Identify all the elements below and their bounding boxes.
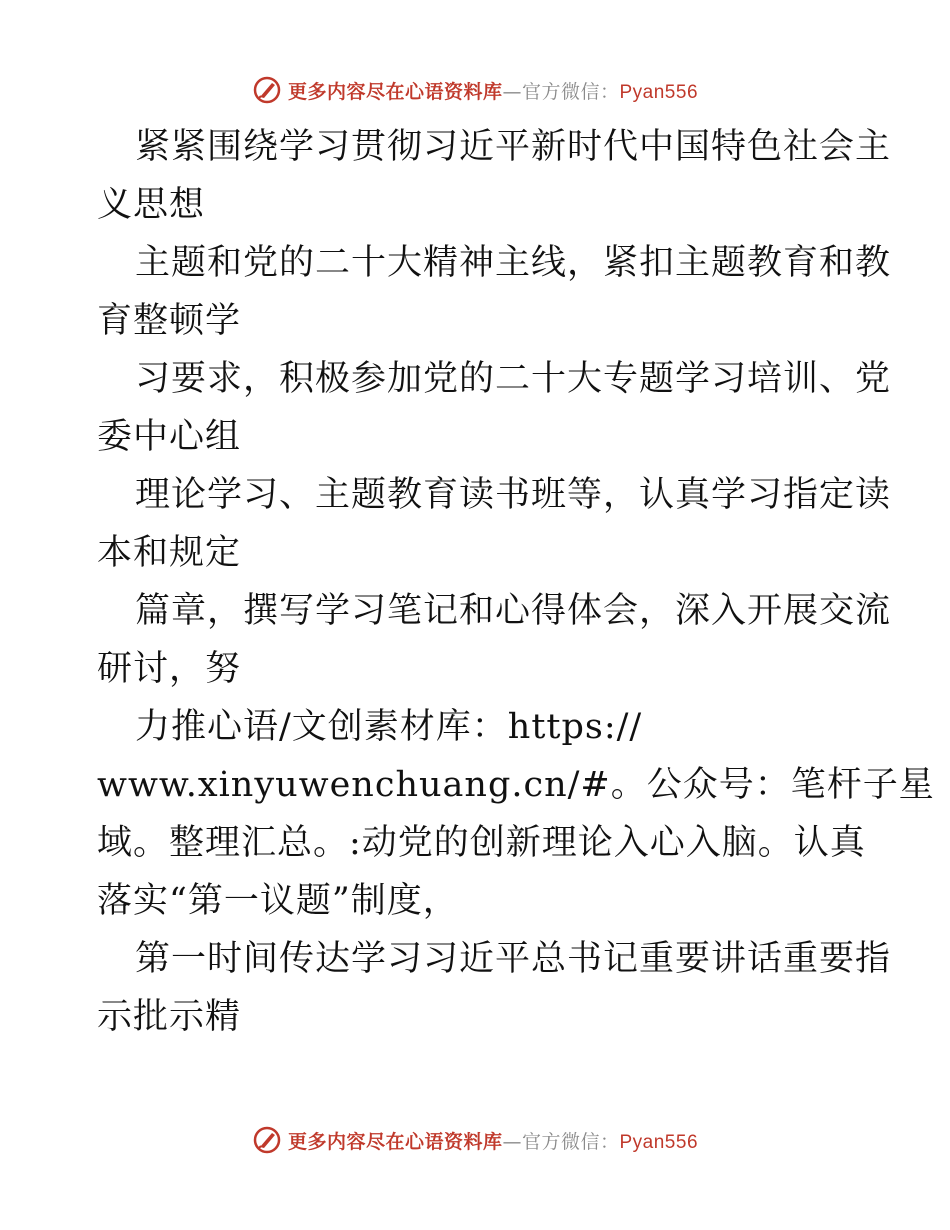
document-body	[97, 118, 935, 1046]
body-line: 篇章，撰写学习笔记和心得体会，深入开展交流	[135, 591, 892, 631]
header-banner-text	[288, 77, 698, 104]
body-line: 紧紧围绕学习贯彻习近平新时代中国特色社会主	[135, 127, 892, 167]
header-banner-dash: —	[502, 80, 522, 103]
body-line: 理论学习、主题教育读书班等，认真学习指定读	[135, 475, 892, 515]
body-line: 委中心组	[97, 417, 242, 457]
footer-banner-wechat-label: 官方微信：	[521, 1130, 620, 1153]
body-line: 义思想	[97, 185, 206, 225]
header-banner	[0, 70, 950, 110]
body-line: 示批示精	[97, 997, 242, 1037]
footer-banner-wechat-id: Pyan556	[619, 1131, 699, 1153]
body-line: 力推心语/文创素材库：https://	[135, 707, 643, 747]
body-line: 主题和党的二十大精神主线，紧扣主题教育和教	[135, 243, 892, 283]
body-line: 习要求，积极参加党的二十大专题学习培训、党	[135, 359, 892, 399]
body-line: 落实“第一议题”制度，	[97, 881, 459, 921]
body-line: 域。整理汇总。:动党的创新理论入心入脑。认真	[97, 823, 866, 863]
quill-pen-logo-icon	[252, 1125, 282, 1155]
header-banner-main: 更多内容尽在心语资料库	[287, 80, 503, 103]
footer-banner-text	[288, 1127, 698, 1154]
footer-banner-main: 更多内容尽在心语资料库	[287, 1130, 503, 1153]
footer-banner-dash: —	[502, 1130, 522, 1153]
quill-pen-logo-icon	[252, 75, 282, 105]
header-banner-wechat-id: Pyan556	[619, 81, 699, 103]
body-line: www.xinyuwenchuang.cn/#。公众号：笔杆子星	[97, 765, 935, 805]
body-line: 研讨，努	[97, 649, 242, 689]
body-line: 育整顿学	[97, 301, 242, 341]
header-banner-wechat-label: 官方微信：	[521, 80, 620, 103]
body-line: 本和规定	[97, 533, 242, 573]
footer-banner	[0, 1120, 950, 1160]
body-line: 第一时间传达学习习近平总书记重要讲话重要指	[135, 939, 892, 979]
